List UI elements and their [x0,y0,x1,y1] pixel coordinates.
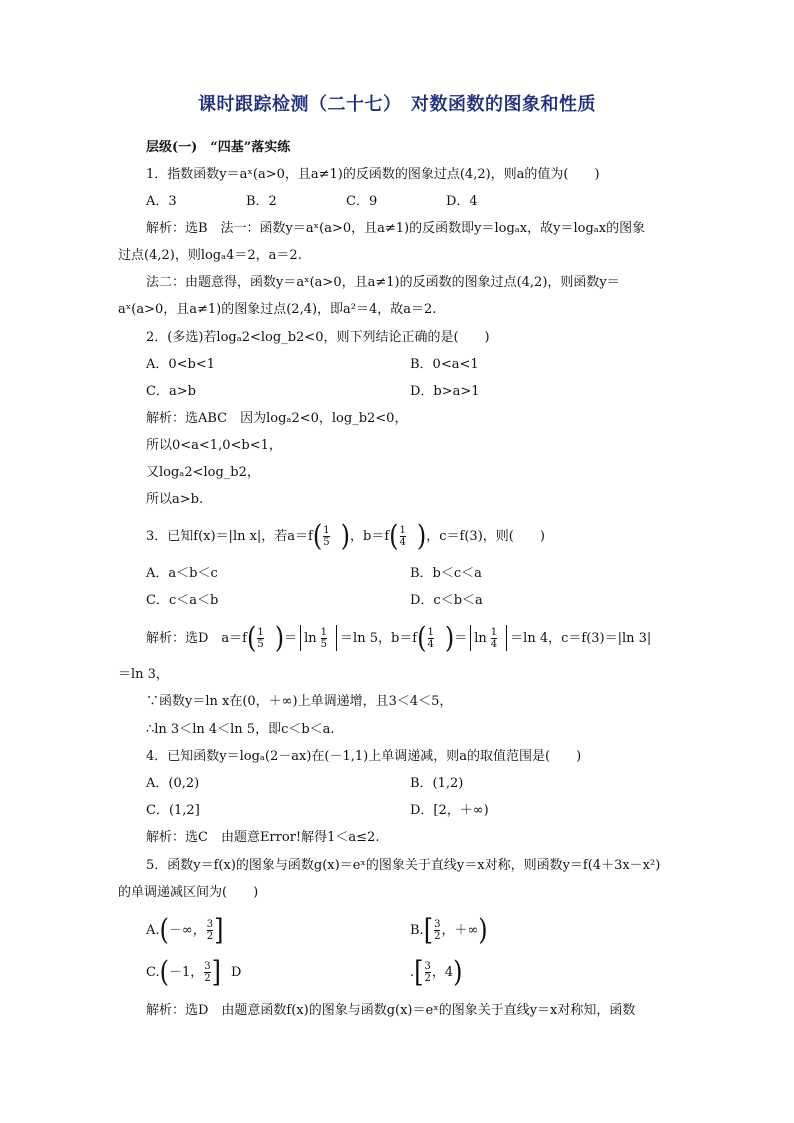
denominator: 2 [204,972,211,984]
interval-left: －∞， [168,922,206,938]
left-paren: ( [389,519,399,553]
q4-option-b: B．(1,2) [410,776,464,791]
q1-solution-line1: 解析：选B 法一：函数y＝aˣ(a>0，且a≠1)的反函数即y＝logₐx，故y＝logₐx的图象 [146,221,646,236]
q1-option-b: B．2 [246,194,277,209]
right-paren: ) [416,519,427,553]
section-heading: 层级(一) “四基”落实练 [146,140,291,155]
q4-option-a: A．(0,2) [146,776,200,791]
fraction-one-fifth [257,627,263,650]
interval-right: ，＋∞ [441,922,479,938]
q2-option-d: D．b>a>1 [410,384,480,399]
q3-stem [146,519,545,553]
q3-solution-line4: ∴ln 3＜ln 4＜ln 5，即c＜b＜a. [146,722,335,737]
q4-option-d: D．[2，＋∞) [410,803,489,818]
q3-sol-part1: 解析：选D a＝f [146,630,247,646]
fraction-three-halves [204,961,210,984]
denominator: 5 [323,536,330,548]
left-paren: ( [417,621,427,655]
fraction-one-fourth [491,627,497,650]
q5-option-b [410,913,488,947]
fraction-one-fifth [321,627,327,650]
q4-stem: 4．已知函数y＝logₐ(2－ax)在(－1,1)上单调递减，则a的取值范围是( ) [146,749,582,764]
q3-option-d: D．c＜b＜a [410,593,483,608]
q3-sol-part3: ＝ln 4，c＝f(3)＝|ln 3| [510,630,652,646]
q3-sol-eq: ＝ [284,630,298,646]
option-label: A. [146,922,160,938]
abs-bar [470,625,471,651]
numerator: 1 [323,524,330,536]
denominator: 2 [434,930,441,942]
q2-solution-line2: 所以0<a<1,0<b<1， [146,438,282,453]
q1-solution-line4: aˣ(a>0，且a≠1)的图象过点(2,4)，即a²＝4，故a＝2. [118,302,437,317]
left-paren: ( [247,621,257,655]
denominator: 2 [206,930,214,942]
numerator: 3 [204,960,211,972]
denominator: 4 [490,638,498,650]
numerator: 1 [320,626,328,638]
numerator: 1 [257,626,264,638]
q2-stem: 2．(多选)若logₐ2<log_b2<0，则下列结论正确的是( ) [146,330,490,345]
numerator: 1 [490,626,498,638]
right-paren: ) [274,621,285,655]
q2-option-b: B．0<a<1 [410,357,479,372]
q3-option-a: A．a＜b＜c [146,566,218,581]
q2-solution-line3: 又logₐ2<log_b2， [146,465,260,480]
q4-solution: 解析：选C 由题意Error!解得1＜a≤2. [146,830,380,845]
q2-solution-line4: 所以a>b. [146,492,204,507]
q3-sol-eq2: ＝ [454,630,468,646]
denominator: 5 [320,638,328,650]
left-paren: ( [159,955,169,989]
denominator: 5 [257,638,264,650]
q5-solution: 解析：选D 由题意函数f(x)的图象与函数g(x)＝eˣ的图象关于直线y＝x对称知，函数 [146,1003,636,1018]
fraction-one-fourth [428,627,434,650]
q1-option-c: C．9 [346,194,378,209]
page-title: 课时跟踪检测（二十七） 对数函数的图象和性质 [198,94,596,115]
denominator: 2 [424,972,431,984]
q3-stem-part1: 3．已知f(x)＝|ln x|，若a＝f [146,528,313,544]
abs-bar [300,625,301,651]
left-paren: ( [159,913,169,947]
q3-option-b: B．b＜c＜a [410,566,482,581]
right-paren: ) [478,913,488,947]
abs-bar [336,625,337,651]
numerator: 1 [427,626,434,638]
q5-stem-line1: 5．函数y＝f(x)的图象与函数g(x)＝eˣ的图象关于直线y＝x对称，则函数y＝f(4＋3x－x²) [146,858,661,873]
denominator: 4 [427,638,434,650]
left-bracket: [ [423,913,434,947]
denominator: 4 [399,536,406,548]
q3-solution-line3: ∵函数y＝ln x在(0，＋∞)上单调递增，且3＜4＜5， [146,694,453,709]
right-bracket: ] [211,955,222,989]
abs-bar [506,625,507,651]
q3-solution-line2: ＝ln 3， [118,667,169,682]
right-paren: ) [453,955,463,989]
q5-option-c [146,955,242,989]
right-bracket: ] [214,913,224,947]
right-paren: ) [444,621,455,655]
q2-option-c: C．a>b [146,384,196,399]
q3-stem-part3: ，c＝f(3)，则( ) [426,528,545,544]
interval-right: ，4 [431,964,454,980]
fraction-one-fourth [400,525,406,548]
q1-solution-line2: 过点(4,2)，则logₐ4＝2，a＝2. [118,248,302,263]
q2-solution-line1: 解析：选ABC 因为logₐ2<0，log_b2<0， [146,411,408,426]
option-label: B. [410,922,424,938]
numerator: 3 [434,918,441,930]
q3-option-c: C．c＜a＜b [146,593,219,608]
q3-stem-part2: ，b＝f [350,528,390,544]
left-paren: ( [312,519,323,553]
numerator: 1 [399,524,406,536]
q1-solution-line3: 法二：由题意得，函数y＝aˣ(a>0，且a≠1)的反函数的图象过点(4,2)，则函数y＝ [146,275,620,290]
numerator: 3 [424,960,431,972]
q3-sol-ln: ln [304,630,317,646]
q2-option-a: A．0<b<1 [146,357,216,372]
q4-option-c: C．(1,2] [146,803,200,818]
stray-label: D [231,964,242,980]
right-paren: ) [340,519,350,553]
q1-stem: 1．指数函数y＝aˣ(a>0，且a≠1)的反函数的图象过点(4,2)，则a的值为( ) [146,167,600,182]
fraction-three-halves [425,961,431,984]
q5-option-a [146,913,224,947]
q3-sol-ln2: ln [474,630,487,646]
option-label: . [410,964,415,980]
q1-option-d: D．4 [446,194,478,209]
fraction-three-halves [434,919,440,942]
option-label: C. [146,964,160,980]
q5-option-d [410,955,463,989]
interval-left: －1， [169,964,204,980]
q1-option-a: A．3 [146,194,177,209]
q3-solution-line1 [146,621,652,655]
q3-sol-part2: ＝ln 5，b＝f [340,630,418,646]
fraction-three-halves [207,919,213,942]
fraction-one-fifth [323,525,329,548]
numerator: 3 [206,918,214,930]
left-bracket: [ [414,955,424,989]
q5-stem-line2: 的单调递减区间为( ) [118,885,259,900]
